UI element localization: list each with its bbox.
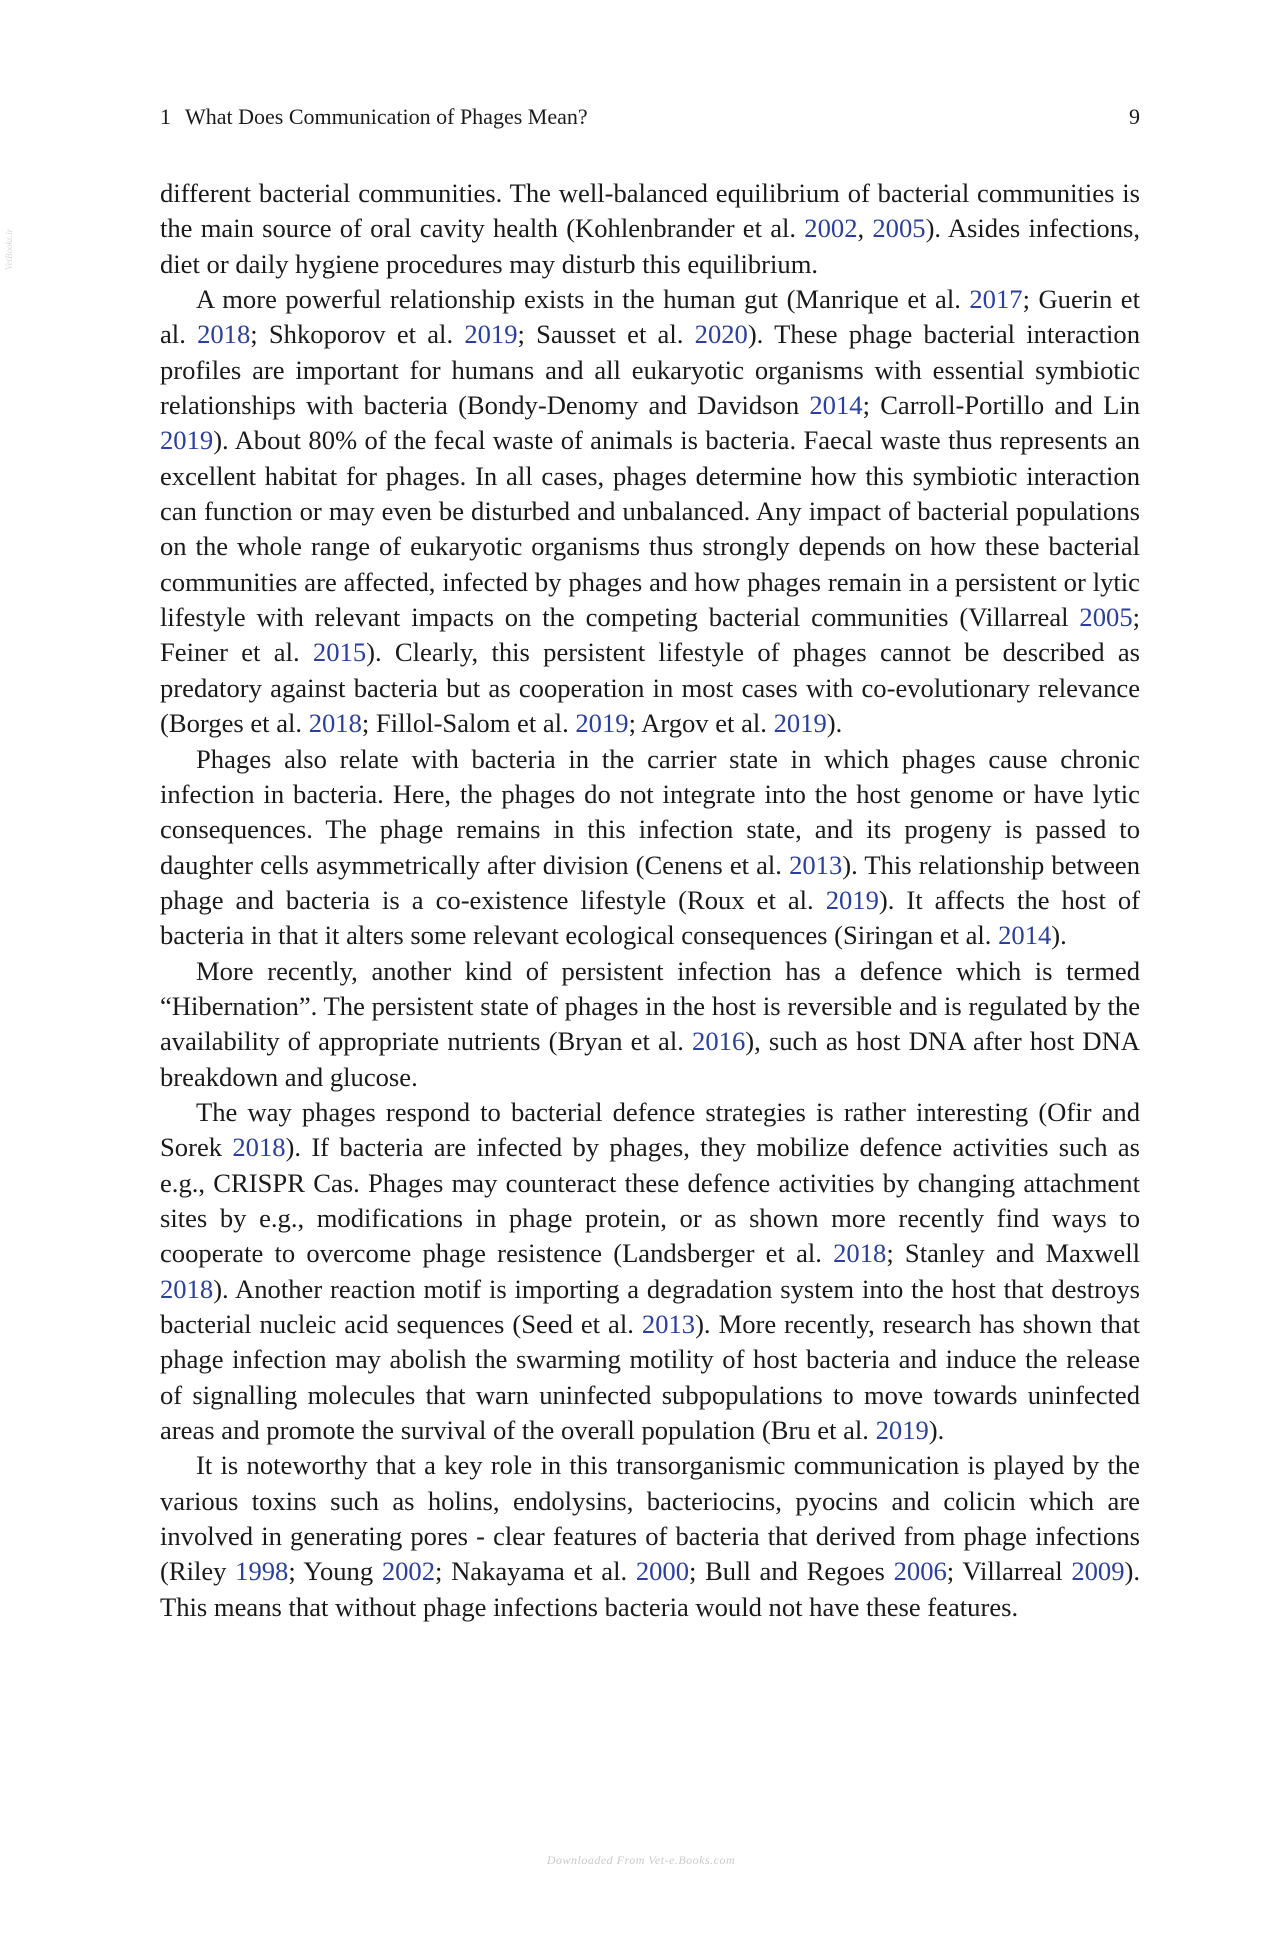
citation-link[interactable]: 2006 [893, 1556, 947, 1587]
paragraph-text: ). It affects the host of bacteria in that it alters some relevant ecological consequences (Siringan et al. [160, 884, 1140, 951]
citation-link[interactable]: 2005 [872, 213, 926, 244]
chapter-title: What Does Communication of Phages Mean? [185, 104, 588, 129]
citation-link[interactable]: 2019 [575, 708, 629, 739]
body-text [160, 176, 1140, 1625]
citation-link[interactable]: 2019 [160, 425, 214, 456]
paragraph-text: ). [928, 1415, 945, 1446]
citation-link[interactable]: 2009 [1071, 1556, 1125, 1587]
paragraph-text: ). [826, 708, 843, 739]
paragraph-text: Phages also relate with bacteria in the carrier state in which phages cause chronic infection in bacteria. Here, the phages do not integrate into the host genome or have lytic consequences. The phage remains in this infection state, and its progeny is passed to daughter cells asymmetrically after division (Cenens et al. [160, 743, 1140, 880]
citation-link[interactable]: 2005 [1079, 602, 1133, 633]
paragraph [160, 1448, 1140, 1625]
citation-link[interactable]: 2014 [998, 920, 1052, 951]
paragraph-text: ; Argov et al. [628, 708, 774, 739]
citation-link[interactable]: 2017 [969, 284, 1023, 315]
paragraph-text: ). Clearly, this persistent lifestyle of phages cannot be described as predatory against bacteria but as cooperation in most cases with co-evolutionary relevance (Borges et al. [160, 637, 1140, 739]
citation-link[interactable]: 2013 [789, 849, 843, 880]
paragraph-text: ; Carroll-Portillo and Lin [862, 390, 1140, 421]
footer-watermark: Downloaded From Vet-e.Books.com [546, 1853, 736, 1867]
paragraph-text: ), such as host DNA after host DNA breakdown and glucose. [160, 1026, 1140, 1092]
citation-link[interactable]: 2019 [464, 319, 518, 350]
paragraph-text: It is noteworthy that a key role in this transorganismic communication is played by the various toxins such as holins, endolysins, bacteriocins, pyocins and colicin which are involved in generating pores - clear features of bacteria that derived from phage infections (Riley [160, 1450, 1140, 1587]
citation-link[interactable]: 2018 [197, 319, 251, 350]
citation-link[interactable]: 2002 [804, 213, 858, 244]
paragraph-text: ; Feiner et al. [160, 602, 1140, 668]
paragraph-text: ). This relationship between phage and bacteria is a co-existence lifestyle (Roux et al. [160, 849, 1140, 915]
citation-link[interactable]: 2014 [809, 390, 863, 421]
paragraph [160, 176, 1140, 282]
citation-link[interactable]: 2019 [773, 708, 827, 739]
chapter-number: 1 [160, 104, 171, 129]
citation-link[interactable]: 2015 [312, 637, 367, 668]
paragraph [160, 954, 1140, 1095]
paragraph-text: ). These phage bacterial interaction profiles are important for humans and all eukaryotic organisms with essential symbiotic relationships with bacteria (Bondy-Denomy and Davidson [160, 319, 1141, 421]
citation-link[interactable]: 2002 [381, 1556, 436, 1587]
paragraph [160, 1095, 1140, 1448]
paragraph-text: ). If bacteria are infected by phages, they mobilize defence activities such as e.g., CRISPR Cas. Phages may counteract these defence activities by changing attachment sites by e.g., modifications in phage protein, or as shown more recently find ways to cooperate to overcome phage resistence (Landsberger et al. [160, 1132, 1140, 1269]
paragraph-text: different bacterial communities. The well-balanced equilibrium of bacterial communities is the main source of oral cavity health (Kohlenbrander et al. [160, 178, 1140, 244]
citation-link[interactable]: 2019 [825, 884, 879, 915]
citation-link[interactable]: 1998 [235, 1556, 289, 1587]
paragraph-text: ; Nakayama et al. [435, 1556, 636, 1587]
chapter-heading [160, 102, 588, 132]
paragraph-text: , [857, 213, 873, 244]
citation-link[interactable]: 2013 [641, 1309, 696, 1339]
paragraph-text: ). About 80% of the fecal waste of animals is bacteria. Faecal waste thus represents an excellent habitat for phages. In all cases, phages determine how this symbiotic interaction can function or may even be disturbed and unbalanced. Any impact of bacterial populations on the whole range of eukaryotic organisms thus strongly depends on how these bacterial communities are affected, infected by phages and how phages remain in a persistent or lytic lifestyle with relevant impacts on the competing bacterial communities (Villarreal [160, 425, 1140, 633]
paragraph-text: ; Stanley and Maxwell [886, 1238, 1140, 1269]
running-head [160, 102, 1140, 132]
paragraph [160, 742, 1140, 954]
paragraph-text: ; Bull and Regoes [689, 1556, 894, 1587]
paragraph-text: ). Asides infections, diet or daily hygiene procedures may disturb this equilibrium. [160, 213, 1140, 279]
paragraph-text: ; Sausset et al. [517, 319, 695, 350]
citation-link[interactable]: 2016 [692, 1026, 746, 1057]
citation-link[interactable]: 2018 [232, 1132, 286, 1163]
citation-link[interactable]: 2000 [635, 1556, 690, 1587]
citation-link[interactable]: 2019 [875, 1415, 929, 1446]
paragraph-text: A more powerful relationship exists in the human gut (Manrique et al. [196, 284, 970, 315]
paragraph-text: ). Another reaction motif is importing a degradation system into the host that destroys bacterial nucleic acid sequences (Seed et al. [160, 1273, 1140, 1339]
page-number: 9 [1129, 104, 1140, 129]
citation-link[interactable]: 2018 [160, 1273, 214, 1304]
paragraph-text: ). This means that without phage infections bacteria would not have these features. [160, 1556, 1141, 1622]
paragraph-text: ). [1051, 920, 1067, 951]
paragraph-text: ; Guerin et al. [160, 284, 1140, 350]
paragraph-text: ; Young [288, 1556, 382, 1587]
paragraph [160, 282, 1140, 741]
side-watermark: VetBooks.ir [4, 228, 14, 270]
citation-link[interactable]: 2018 [833, 1238, 887, 1269]
paragraph-text: ). More recently, research has shown that phage infection may abolish the swarming motility of host bacteria and induce the release of signalling molecules that warn uninfected subpopulations to move towards uninfected areas and promote the survival of the overall population (Bru et al. [160, 1309, 1140, 1446]
paragraph-text: ; Villarreal [946, 1556, 1072, 1587]
paragraph-text: ; Fillol-Salom et al. [361, 708, 576, 739]
paragraph-text: More recently, another kind of persistent infection has a defence which is termed “Hibernation”. The persistent state of phages in the host is reversible and is regulated by the availability of appropriate nutrients (Bryan et al. [160, 955, 1140, 1057]
paragraph-text: ; Shkoporov et al. [250, 319, 465, 350]
citation-link[interactable]: 2018 [308, 708, 362, 739]
paragraph-text: The way phages respond to bacterial defence strategies is rather interesting (Ofir and Sorek [160, 1096, 1140, 1163]
citation-link[interactable]: 2020 [694, 319, 748, 350]
